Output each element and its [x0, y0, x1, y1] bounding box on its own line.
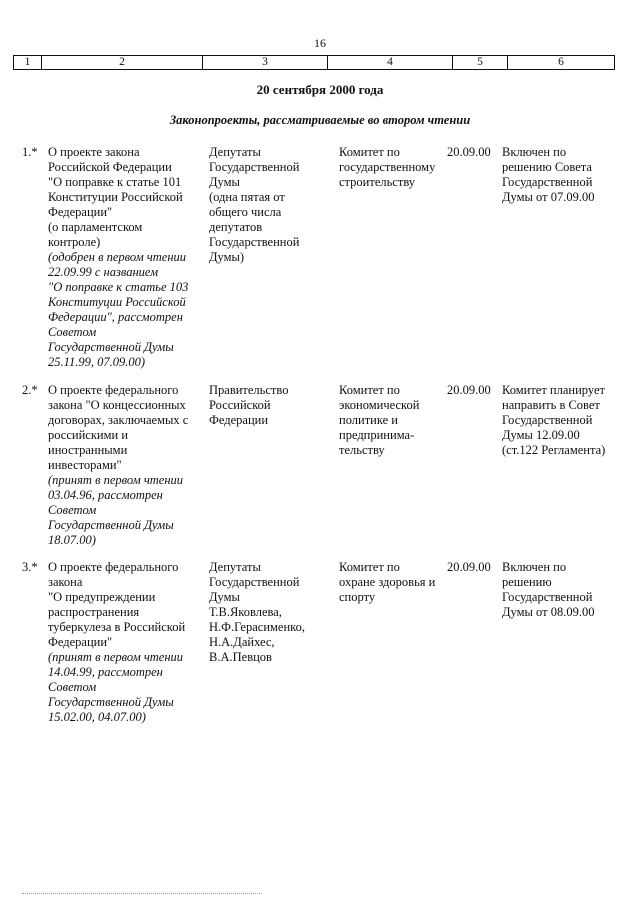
entry-note	[502, 145, 622, 205]
entry-committee	[339, 145, 447, 190]
entry-title	[48, 145, 208, 370]
section-heading: Законопроекты, рассматриваемые во втором чтении	[169, 113, 471, 127]
text-line: Думы 12.09.00	[502, 428, 580, 442]
text-line: "О предупреждении	[48, 590, 156, 604]
text-line: Думы	[209, 590, 240, 604]
text-line: решению	[502, 575, 552, 589]
text-line: Включен по	[502, 560, 567, 574]
text-line: депутатов	[209, 220, 263, 234]
text-line: строительству	[339, 175, 416, 189]
entry-initiator	[209, 560, 329, 665]
text-line: О проекте федерального	[48, 560, 179, 574]
text-line: Государственной	[209, 160, 300, 174]
text-line: экономической	[339, 398, 420, 412]
reading-status-line: 22.09.99 с названием	[48, 265, 159, 279]
text-line: Комитет планирует	[502, 383, 605, 397]
text-line: Депутаты	[209, 145, 261, 159]
text-line: предпринима-	[339, 428, 415, 442]
text-line: закона	[48, 575, 83, 589]
entry-number: 2.*	[22, 383, 38, 397]
reading-status-line: (принят в первом чтении	[48, 473, 184, 487]
text-line: Т.В.Яковлева,	[209, 605, 282, 619]
column-header-6: 6	[558, 56, 564, 68]
reading-status-line: Федерации", рассмотрен	[48, 310, 183, 324]
text-line: (ст.122 Регламента)	[502, 443, 606, 457]
text-line: (одна пятая от	[209, 190, 285, 204]
text-line: Государственной	[502, 413, 593, 427]
text-line: охране здоровья и	[339, 575, 436, 589]
text-line: Думы от 07.09.00	[502, 190, 595, 204]
text-line: туберкулеза в Российской	[48, 620, 186, 634]
text-line: иностранными	[48, 443, 128, 457]
text-line: общего числа	[209, 205, 282, 219]
reading-status-line: 14.04.99, рассмотрен	[48, 665, 163, 679]
entry-date: 20.09.00	[447, 383, 491, 397]
text-line: Российской Федерации	[48, 160, 172, 174]
entry-initiator	[209, 145, 329, 265]
text-line: Комитет по	[339, 383, 400, 397]
date-heading: 20 сентября 2000 года	[256, 82, 384, 97]
text-line: Думы)	[209, 250, 245, 264]
page-number: 16	[314, 36, 326, 50]
text-line: Государственной	[502, 175, 593, 189]
text-line: договорах, заключаемых с	[48, 413, 189, 427]
reading-status-line: Советом	[48, 325, 97, 339]
text-line: спорту	[339, 590, 376, 604]
text-line: О проекте федерального	[48, 383, 179, 397]
entry-committee	[339, 560, 447, 605]
text-line: В.А.Певцов	[209, 650, 272, 664]
reading-status-line: (одобрен в первом чтении	[48, 250, 187, 264]
text-line: решению Совета	[502, 160, 592, 174]
text-line: Думы от 08.09.00	[502, 605, 595, 619]
entry-title	[48, 560, 208, 725]
text-line: закона "О концессионных	[48, 398, 186, 412]
text-line: Государственной	[209, 575, 300, 589]
entry-note	[502, 560, 622, 620]
text-line: Включен по	[502, 145, 567, 159]
column-header-4: 4	[328, 56, 453, 69]
column-header-5: 5	[453, 56, 508, 69]
text-line: Н.Ф.Герасименко,	[209, 620, 305, 634]
reading-status-line: (принят в первом чтении	[48, 650, 184, 664]
text-line: Федерации"	[48, 205, 113, 219]
text-line: политике и	[339, 413, 398, 427]
reading-status-line: Государственной Думы	[48, 340, 174, 354]
entry-initiator	[209, 383, 329, 428]
reading-status-line: Государственной Думы	[48, 518, 174, 532]
entry-title	[48, 383, 208, 548]
footer-divider	[22, 893, 262, 896]
reading-status-line: Конституции Российской	[48, 295, 186, 309]
text-line: Государственной	[209, 235, 300, 249]
reading-status-line: Государственной Думы	[48, 695, 174, 709]
entry-committee	[339, 383, 447, 458]
text-line: инвесторами"	[48, 458, 122, 472]
text-line: (о парламентском	[48, 220, 143, 234]
text-line: О проекте закона	[48, 145, 140, 159]
reading-status-line: Советом	[48, 503, 97, 517]
entry-note	[502, 383, 622, 458]
text-line: Государственной	[502, 590, 593, 604]
entry-date: 20.09.00	[447, 560, 491, 574]
entry-number: 1.*	[22, 145, 38, 159]
text-line: Российской	[209, 398, 271, 412]
text-line: Федерации"	[48, 635, 113, 649]
text-line: Правительство	[209, 383, 289, 397]
reading-status-line: 25.11.99, 07.09.00)	[48, 355, 145, 369]
text-line: Думы	[209, 175, 240, 189]
entry-date: 20.09.00	[447, 145, 491, 159]
reading-status-line: 18.07.00)	[48, 533, 96, 547]
reading-status-line: 03.04.96, рассмотрен	[48, 488, 163, 502]
reading-status-line: Советом	[48, 680, 97, 694]
text-line: Комитет по	[339, 560, 400, 574]
text-line: Н.А.Дайхес,	[209, 635, 275, 649]
text-line: Федерации	[209, 413, 269, 427]
column-header-1: 1	[14, 56, 42, 69]
text-line: распространения	[48, 605, 140, 619]
text-line: Комитет по	[339, 145, 400, 159]
column-header-2: 2	[42, 56, 203, 69]
text-line: Депутаты	[209, 560, 261, 574]
text-line: российскими и	[48, 428, 129, 442]
reading-status-line: "О поправке к статье 103	[48, 280, 189, 294]
entry-number: 3.*	[22, 560, 38, 574]
reading-status-line: 15.02.00, 04.07.00)	[48, 710, 146, 724]
text-line: государственному	[339, 160, 436, 174]
text-line: Конституции Российской	[48, 190, 183, 204]
column-header-row	[13, 55, 615, 70]
text-line: "О поправке к статье 101	[48, 175, 182, 189]
text-line: тельству	[339, 443, 385, 457]
text-line: направить в Совет	[502, 398, 600, 412]
column-header-3: 3	[203, 56, 328, 69]
text-line: контроле)	[48, 235, 101, 249]
